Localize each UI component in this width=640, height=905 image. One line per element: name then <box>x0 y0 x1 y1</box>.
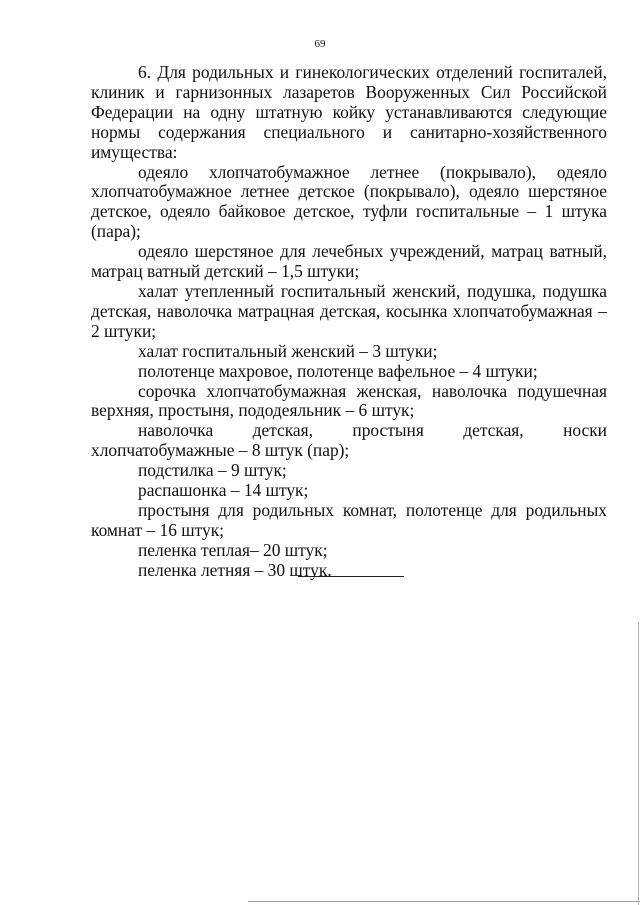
scan-edge-right <box>638 622 639 905</box>
page-number: 69 <box>314 38 326 50</box>
paragraph-norm-30: пеленка летняя – 30 штук. <box>138 559 332 580</box>
paragraph-norm-1: одеяло хлопчатобумажное летнее (покрывало), одеяло хлопчатобумажное летнее детское (покрывало), одеяло шерстяное детское, одеяло байковое детское, туфли госпитальные – 1 штука (пара); <box>91 161 607 242</box>
document-body <box>91 63 607 581</box>
scan-edge-bottom <box>248 901 640 902</box>
paragraph-norm-14: распашонка – 14 штук; <box>138 480 309 501</box>
paragraph-norm-2: халат утепленный госпитальный женский, подушка, подушка детская, наволочка матрацная детская, косынка хлопчатобумажная – 2 штуки; <box>91 280 607 341</box>
paragraph-norm-16: простыня для родильных комнат, полотенце для родильных комнат – 16 штук; <box>91 499 607 540</box>
paragraph-norm-4: полотенце махровое, полотенце вафельное – 4 штуки; <box>138 360 538 381</box>
paragraph-norm-1-5: одеяло шерстяное для лечебных учреждений, матрац ватный, матрац ватный детский – 1,5 штуки; <box>91 241 607 282</box>
paragraph-norm-20: пеленка теплая– 20 штук; <box>138 539 328 560</box>
paragraph-norm-9: подстилка – 9 штук; <box>138 460 287 481</box>
paragraph-norm-3: халат госпитальный женский – 3 штуки; <box>138 340 438 361</box>
paragraph-norm-6: сорочка хлопчатобумажная женская, наволочка подушечная верхняя, простыня, пододеяльник – 6 штук; <box>91 380 607 421</box>
paragraph-norm-8: наволочка детская, простыня детская, носки хлопчатобумажные – 8 штук (пар); <box>91 420 607 461</box>
end-separator-line <box>298 576 404 577</box>
paragraph-item-6-intro: 6. Для родильных и гинекологических отделений госпиталей, клиник и гарнизонных лазаретов Вооруженных Сил Российской Федерации на одну штатную койку устанавливаются следующие нормы содержания специального и санитарно-хозяйственного имущества: <box>91 62 607 162</box>
